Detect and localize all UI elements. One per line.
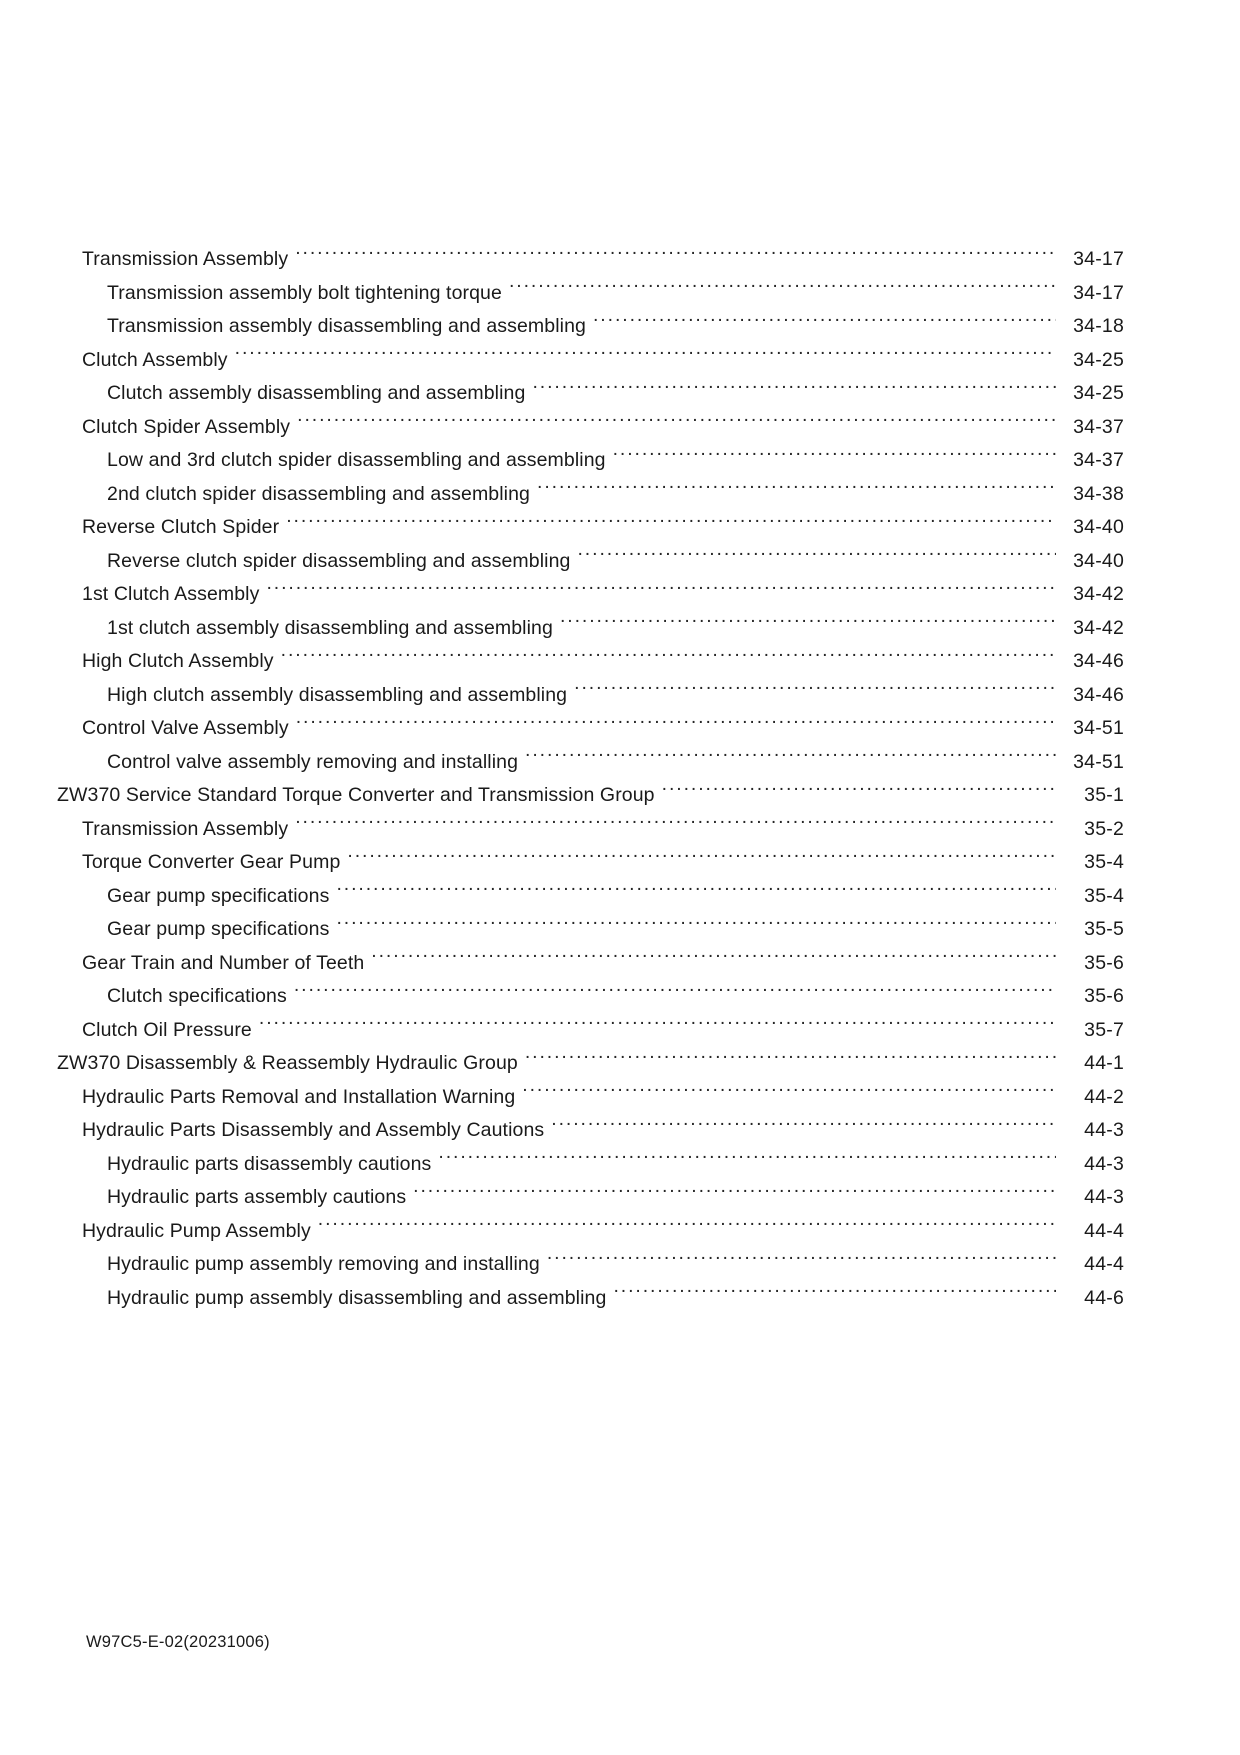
toc-entry[interactable] — [0, 1248, 1240, 1282]
toc-entry-page-number: 44-4 — [1084, 1219, 1124, 1242]
toc-entry[interactable] — [0, 1181, 1240, 1215]
toc-entry-label: Transmission assembly disassembling and assembling — [107, 315, 586, 337]
toc-entry-label: Transmission assembly bolt tightening torque — [107, 281, 502, 304]
toc-dot-leader — [577, 547, 1056, 567]
toc-entry-page-number: 34-42 — [1073, 616, 1124, 639]
toc-entry-label: Transmission Assembly — [82, 248, 289, 270]
toc-entry-page-number: 34-51 — [1073, 750, 1124, 773]
toc-dot-leader — [593, 313, 1056, 333]
toc-entry[interactable] — [0, 578, 1240, 612]
toc-dot-leader — [551, 1117, 1056, 1137]
toc-entry-page-number: 34-37 — [1073, 449, 1124, 471]
toc-dot-leader — [574, 681, 1056, 701]
toc-entry-label: Clutch assembly disassembling and assembling — [107, 382, 526, 404]
toc-entry-label: Hydraulic Parts Disassembly and Assembly Cautions — [82, 1119, 545, 1141]
toc-entry-label: Hydraulic parts assembly cautions — [107, 1186, 407, 1208]
toc-entry-page-number: 34-17 — [1073, 281, 1124, 304]
toc-entry-page-number: 34-40 — [1073, 516, 1124, 538]
toc-entry-label: Hydraulic pump assembly removing and installing — [107, 1253, 540, 1275]
toc-entry-label: ZW370 Disassembly & Reassembly Hydraulic Group — [57, 1052, 518, 1074]
toc-entry[interactable] — [0, 712, 1240, 746]
toc-entry-page-number: 34-51 — [1073, 717, 1124, 739]
toc-entry[interactable] — [0, 880, 1240, 914]
toc-entry[interactable] — [0, 913, 1240, 947]
toc-entry-page-number: 34-25 — [1073, 348, 1124, 371]
toc-entry-label: Hydraulic parts disassembly cautions — [107, 1152, 432, 1175]
toc-entry[interactable] — [0, 411, 1240, 445]
toc-entry-page-number: 34-40 — [1073, 549, 1124, 572]
toc-entry-label: Gear pump specifications — [107, 918, 330, 940]
toc-dot-leader — [525, 748, 1056, 768]
toc-entry-label: 1st Clutch Assembly — [82, 583, 260, 605]
toc-entry-page-number: 44-3 — [1084, 1119, 1124, 1141]
toc-entry-label: Gear Train and Number of Teeth — [82, 951, 365, 974]
toc-entry-page-number: 44-4 — [1084, 1253, 1124, 1275]
toc-entry-label: High Clutch Assembly — [82, 650, 274, 672]
toc-entry[interactable] — [0, 947, 1240, 981]
toc-dot-leader — [235, 346, 1056, 366]
toc-dot-leader — [296, 715, 1056, 735]
toc-entry-label: Reverse clutch spider disassembling and assembling — [107, 549, 571, 572]
toc-entry[interactable] — [0, 444, 1240, 478]
toc-dot-leader — [438, 1150, 1056, 1170]
toc-entry[interactable] — [0, 746, 1240, 780]
toc-dot-leader — [522, 1083, 1056, 1103]
toc-entry-label: Torque Converter Gear Pump — [82, 851, 341, 873]
toc-entry[interactable] — [0, 511, 1240, 545]
toc-entry-page-number: 35-6 — [1084, 985, 1124, 1007]
toc-entry[interactable] — [0, 377, 1240, 411]
toc-entry-page-number: 34-42 — [1073, 583, 1124, 605]
toc-dot-leader — [259, 1016, 1056, 1036]
toc-entry-label: Clutch specifications — [107, 985, 287, 1007]
toc-entry[interactable] — [0, 1148, 1240, 1182]
toc-entry[interactable] — [0, 612, 1240, 646]
toc-entry[interactable] — [0, 1114, 1240, 1148]
toc-entry-page-number: 34-25 — [1073, 382, 1124, 404]
toc-dot-leader — [286, 514, 1056, 534]
table-of-contents — [0, 243, 1240, 1315]
toc-entry-label: 1st clutch assembly disassembling and assembling — [107, 616, 553, 639]
toc-entry-page-number: 44-2 — [1084, 1085, 1124, 1108]
toc-entry-label: Gear pump specifications — [107, 884, 330, 907]
toc-dot-leader — [318, 1217, 1056, 1237]
toc-entry-page-number: 44-3 — [1084, 1186, 1124, 1208]
toc-entry[interactable] — [0, 310, 1240, 344]
toc-entry[interactable] — [0, 545, 1240, 579]
toc-dot-leader — [281, 648, 1056, 668]
toc-entry-page-number: 35-4 — [1084, 851, 1124, 873]
toc-entry-label: Clutch Assembly — [82, 348, 228, 371]
toc-entry[interactable] — [0, 1081, 1240, 1115]
toc-entry-label: Hydraulic Parts Removal and Installation Warning — [82, 1085, 516, 1108]
toc-entry[interactable] — [0, 779, 1240, 813]
toc-entry[interactable] — [0, 1047, 1240, 1081]
toc-entry-page-number: 34-38 — [1073, 482, 1124, 505]
toc-dot-leader — [509, 279, 1056, 299]
toc-entry-page-number: 35-7 — [1084, 1018, 1124, 1041]
toc-entry-page-number: 34-18 — [1073, 315, 1124, 337]
toc-entry-label: Hydraulic Pump Assembly — [82, 1219, 311, 1242]
toc-entry[interactable] — [0, 277, 1240, 311]
toc-entry[interactable] — [0, 344, 1240, 378]
toc-entry[interactable] — [0, 645, 1240, 679]
toc-entry-page-number: 35-2 — [1084, 817, 1124, 840]
toc-entry[interactable] — [0, 1282, 1240, 1316]
toc-dot-leader — [294, 983, 1056, 1003]
toc-entry-page-number: 34-46 — [1073, 683, 1124, 706]
toc-entry-label: Control Valve Assembly — [82, 717, 289, 739]
toc-entry-page-number: 35-6 — [1084, 951, 1124, 974]
toc-dot-leader — [532, 380, 1056, 400]
toc-entry-page-number: 35-4 — [1084, 884, 1124, 907]
toc-entry-label: 2nd clutch spider disassembling and assembling — [107, 482, 531, 505]
toc-dot-leader — [560, 614, 1056, 634]
toc-entry-page-number: 35-1 — [1084, 784, 1124, 806]
toc-dot-leader — [266, 581, 1056, 601]
toc-entry-label: Clutch Oil Pressure — [82, 1018, 252, 1041]
toc-dot-leader — [547, 1251, 1056, 1271]
toc-entry-page-number: 44-3 — [1084, 1152, 1124, 1175]
toc-dot-leader — [336, 882, 1056, 902]
toc-dot-leader — [662, 782, 1056, 802]
toc-entry-label: Transmission Assembly — [82, 817, 289, 840]
toc-entry-label: Hydraulic pump assembly disassembling and assembling — [107, 1286, 607, 1309]
toc-entry-page-number: 44-1 — [1084, 1052, 1124, 1074]
toc-dot-leader — [336, 916, 1056, 936]
toc-entry-page-number: 34-37 — [1073, 415, 1124, 438]
toc-dot-leader — [537, 480, 1056, 500]
toc-entry-label: Clutch Spider Assembly — [82, 415, 291, 438]
toc-dot-leader — [413, 1184, 1056, 1204]
toc-entry[interactable] — [0, 813, 1240, 847]
toc-entry-label: Low and 3rd clutch spider disassembling and assembling — [107, 449, 606, 471]
toc-entry-page-number: 35-5 — [1084, 918, 1124, 940]
toc-entry-label: High clutch assembly disassembling and assembling — [107, 683, 568, 706]
toc-dot-leader — [295, 815, 1056, 835]
toc-entry-page-number: 34-17 — [1073, 248, 1124, 270]
toc-entry[interactable] — [0, 679, 1240, 713]
toc-entry[interactable] — [0, 980, 1240, 1014]
footer-document-code: W97C5-E-02(20231006) — [86, 1633, 270, 1651]
toc-entry-page-number: 44-6 — [1084, 1286, 1124, 1309]
toc-entry[interactable] — [0, 1215, 1240, 1249]
toc-entry-label: Control valve assembly removing and installing — [107, 750, 519, 773]
toc-dot-leader — [613, 1284, 1056, 1304]
toc-entry[interactable] — [0, 1014, 1240, 1048]
toc-entry[interactable] — [0, 846, 1240, 880]
toc-dot-leader — [347, 849, 1056, 869]
toc-dot-leader — [295, 246, 1056, 266]
toc-dot-leader — [371, 949, 1056, 969]
toc-dot-leader — [525, 1050, 1056, 1070]
toc-entry[interactable] — [0, 478, 1240, 512]
toc-entry[interactable] — [0, 243, 1240, 277]
toc-dot-leader — [613, 447, 1056, 467]
toc-entry-label: Reverse Clutch Spider — [82, 516, 280, 538]
toc-dot-leader — [297, 413, 1056, 433]
toc-entry-label: ZW370 Service Standard Torque Converter and Transmission Group — [57, 784, 655, 806]
toc-entry-page-number: 34-46 — [1073, 650, 1124, 672]
